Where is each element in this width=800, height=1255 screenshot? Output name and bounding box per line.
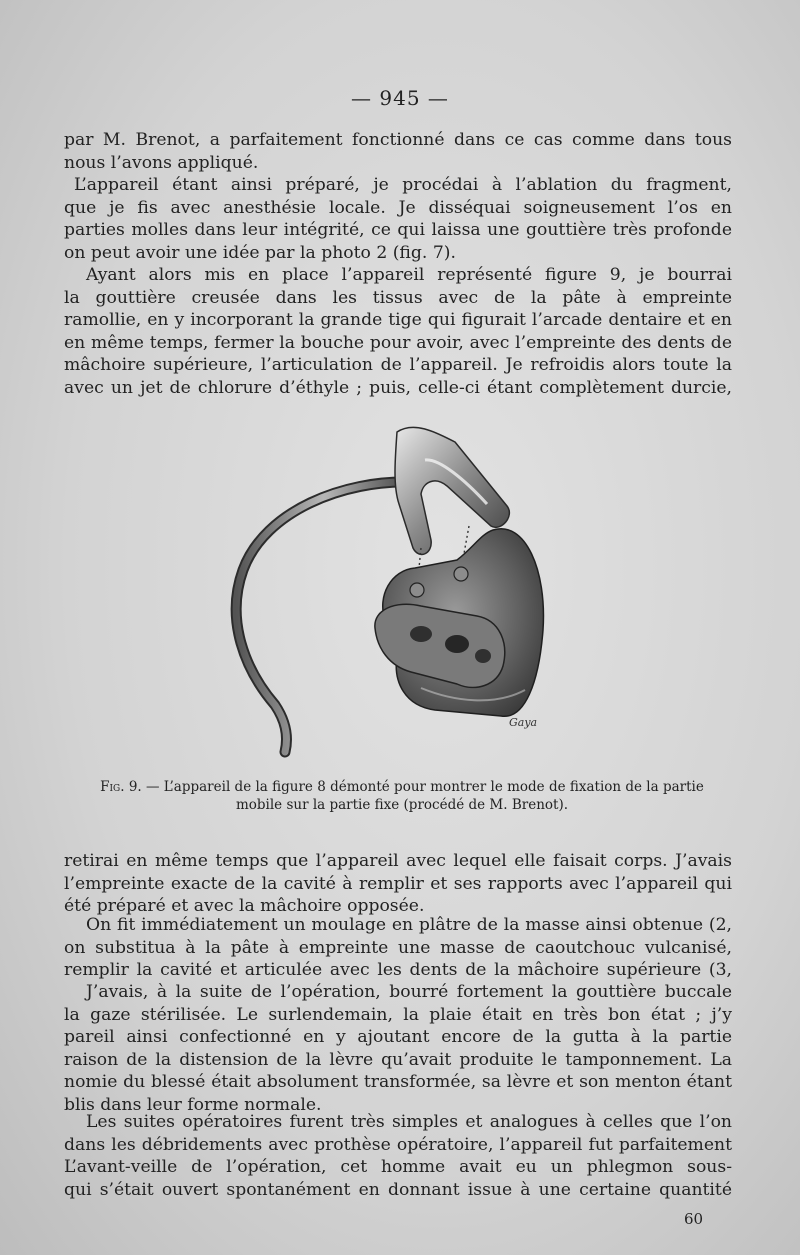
caption-label: Fig. 9. xyxy=(100,779,142,795)
text-line: Les suites opératoires furent très simples et analogues à celles que l’on xyxy=(86,1112,732,1132)
text-line: mâchoire supérieure, l’articulation de l’appareil. Je refroidis alors toute la xyxy=(64,355,732,376)
paragraph-1 xyxy=(64,129,732,174)
paragraph-4 xyxy=(64,850,732,918)
text-line: par M. Brenot, a parfaitement fonctionné dans ce cas comme dans tous xyxy=(64,130,732,150)
dental-appliance-drawing xyxy=(225,420,565,765)
text-line: J’avais, à la suite de l’opération, bourré fortement la gouttière buccale xyxy=(86,982,732,1002)
text-line: blis dans leur forme normale. xyxy=(64,1094,322,1115)
text-line: Ayant alors mis en place l’appareil représenté figure 9, je bourrai xyxy=(86,265,732,285)
text-line: la gouttière creusée dans les tissus avec de la pâte à empreinte xyxy=(64,287,732,308)
text-line: dans les débridements avec prothèse opératoire, l’appareil fut parfaitement xyxy=(64,1134,732,1155)
text-line: que je fis avec anesthésie locale. Je disséquai soigneusement l’os en xyxy=(64,197,732,218)
text-line: L’avant-veille de l’opération, cet homme avait eu un phlegmon sous- xyxy=(64,1157,732,1178)
text-line: parties molles dans leur intégrité, ce qui laissa une gouttière très profonde xyxy=(64,220,732,241)
paragraph-3 xyxy=(64,264,732,400)
paragraph-5 xyxy=(64,914,732,982)
text-line: avec un jet de chlorure d’éthyle ; puis, celle-ci étant complètement durcie, xyxy=(64,377,732,398)
text-line: remplir la cavité et articulée avec les dents de la mâchoire supérieure (3, xyxy=(64,960,732,981)
signature-number: 60 xyxy=(684,1210,704,1228)
paragraph-6 xyxy=(64,981,732,1117)
text-line: en même temps, fermer la bouche pour avoir, avec l’empreinte des dents de xyxy=(64,332,732,353)
text-line: l’empreinte exacte de la cavité à remplir et ses rapports avec l’appareil qui xyxy=(64,873,732,894)
caption-text-2: mobile sur la partie fixe (procédé de M. Brenot). xyxy=(235,797,569,813)
text-line: On fit immédiatement un moulage en plâtre de la masse ainsi obtenue (2, xyxy=(86,915,732,935)
text-line: on peut avoir une idée par la photo 2 (fig. 7). xyxy=(64,242,456,263)
paragraph-7 xyxy=(64,1111,732,1201)
text-line: nomie du blessé était absolument transformée, sa lèvre et son menton étant xyxy=(64,1072,732,1093)
figure-caption xyxy=(72,778,732,814)
paragraph-2 xyxy=(64,174,732,264)
text-line: on substitua à la pâte à empreinte une masse de caoutchouc vulcanisé, xyxy=(64,937,732,958)
text-line: ramollie, en y incorporant la grande tige qui figurait l’arcade dentaire et en xyxy=(64,310,732,331)
text-line: L’appareil étant ainsi préparé, je procédai à l’ablation du fragment, xyxy=(74,175,732,195)
text-line: nous l’avons appliqué. xyxy=(64,152,259,173)
text-line: été préparé et avec la mâchoire opposée. xyxy=(64,896,425,917)
text-line: raison de la distension de la lèvre qu’avait produite le tamponnement. La xyxy=(64,1049,732,1070)
caption-text: — L’appareil de la figure 8 démonté pour montrer le mode de fixation de la partie xyxy=(141,779,704,795)
text-line: pareil ainsi confectionné en y ajoutant encore de la gutta à la partie xyxy=(64,1027,732,1048)
text-line: retirai en même temps que l’appareil avec lequel elle faisait corps. J’avais xyxy=(64,851,732,871)
text-line: qui s’était ouvert spontanément en donnant issue à une certaine quantité xyxy=(64,1179,732,1200)
artist-signature: Gaya xyxy=(509,716,538,729)
figure-9-illustration xyxy=(225,420,565,765)
text-line: la gaze stérilisée. Le surlendemain, la plaie était en très bon état ; j’y xyxy=(64,1004,732,1025)
page-number: — 945 — xyxy=(351,86,449,110)
